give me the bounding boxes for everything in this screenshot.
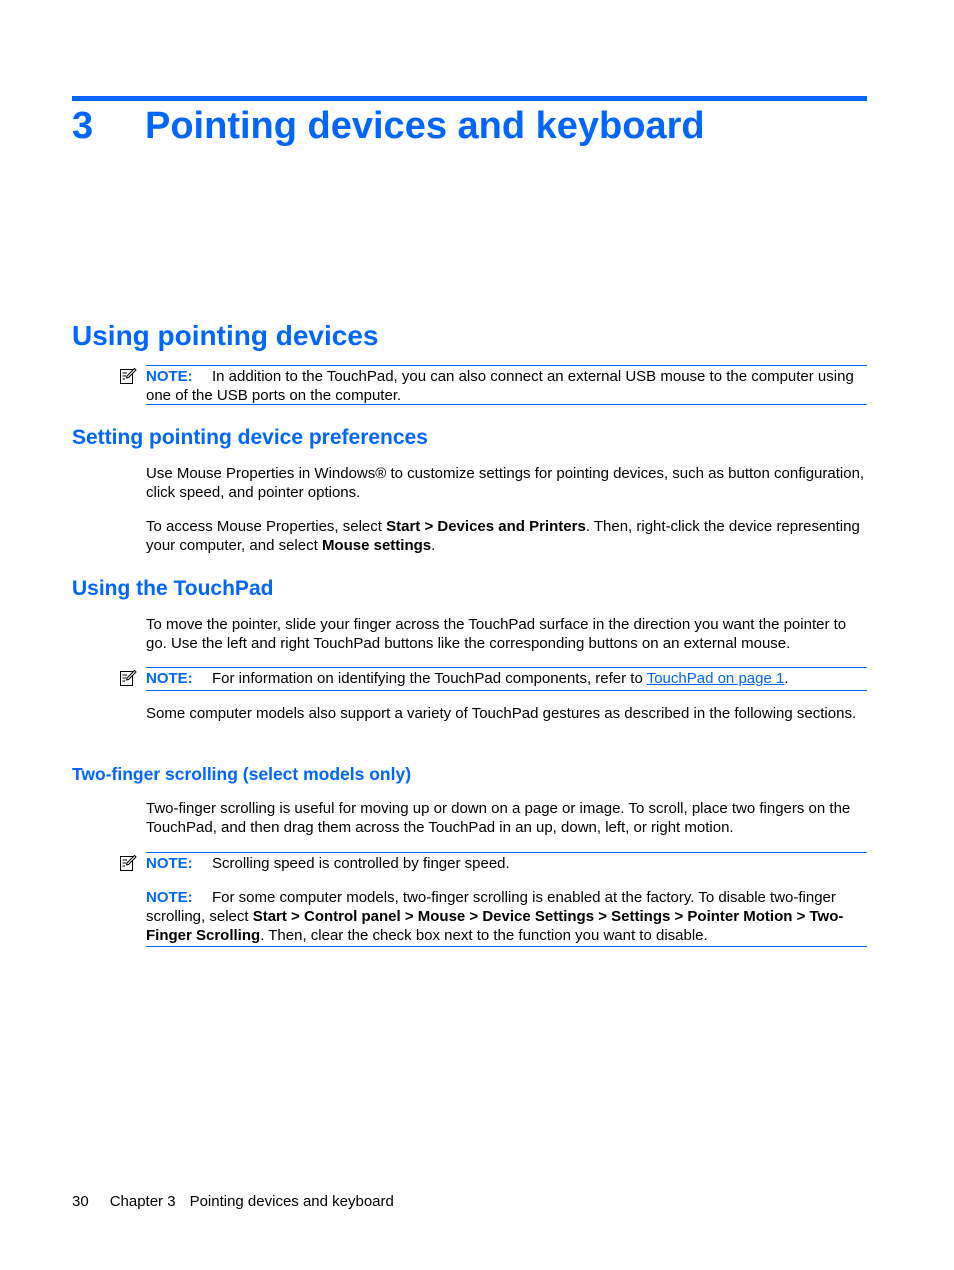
note-pencil-icon: [119, 669, 137, 687]
subsection-heading-preferences: Setting pointing device preferences: [72, 426, 428, 449]
note-text-end: .: [784, 670, 789, 687]
menu-path: Start > Devices and Printers: [386, 518, 586, 535]
section-heading: Using pointing devices: [72, 320, 379, 351]
text-run: .: [431, 537, 436, 555]
text-run: . Then, right-click the device representing your computer, and select: [146, 518, 860, 555]
note-content: [146, 854, 867, 873]
note-label: NOTE:: [146, 855, 193, 872]
note-label: NOTE:: [146, 670, 193, 687]
note-pencil-icon: [119, 854, 137, 872]
note-label: NOTE:: [146, 889, 193, 906]
preferences-paragraph-1: Use Mouse Properties in Windows® to customize settings for pointing devices, such as button configuration, click speed, and pointer options.: [146, 465, 865, 502]
subsection-heading-touchpad: Using the TouchPad: [72, 577, 274, 600]
note-disable-scrolling: [146, 888, 867, 947]
footer-chapter-title: Pointing devices and keyboard: [189, 1193, 394, 1210]
chapter-number: 3: [72, 105, 94, 147]
page-footer: [72, 1192, 394, 1211]
note-content: [146, 367, 867, 405]
scrolling-paragraph-1: Two-finger scrolling is useful for moving up or down on a page or image. To scroll, place two fingers on the TouchPad, and then drag them across the TouchPad in an up, down, left, or right motion.: [146, 800, 851, 837]
note-text: For some computer models, two-finger scrolling is enabled at the factory. To disable two-finger scrolling, select: [146, 889, 836, 926]
note-text: . Then, clear the check box next to the function you want to disable.: [260, 927, 708, 945]
note-text: Scrolling speed is controlled by finger speed.: [212, 855, 510, 872]
note-text: In addition to the TouchPad, you can also connect an external USB mouse to the computer using one of the USB ports on the computer.: [146, 368, 854, 405]
note-touchpad-components: [146, 667, 867, 691]
footer-chapter-label: Chapter 3: [109, 1193, 176, 1210]
subsubsection-heading-scrolling: Two-finger scrolling (select models only): [72, 764, 412, 784]
page-number: 30: [72, 1193, 89, 1210]
text-run: To access Mouse Properties, select: [146, 518, 387, 535]
touchpad-paragraph-1: To move the pointer, slide your finger across the TouchPad surface in the direction you want the pointer to go. Use the left and right TouchPad buttons like the corresponding buttons on an external mouse.: [146, 616, 847, 653]
menu-path: Start > Control panel > Mouse > Device Settings > Settings > Pointer Motion > Two-Finger Scrolling: [146, 908, 844, 945]
note-pencil-icon: [119, 367, 137, 385]
chapter-heading: [72, 100, 705, 152]
note-scrolling-speed: [146, 852, 867, 878]
touchpad-page-link[interactable]: TouchPad on page 1: [646, 670, 785, 687]
note-text: For information on identifying the TouchPad components, refer to: [212, 670, 647, 687]
note-content: [146, 669, 867, 688]
preferences-paragraph-2: [146, 517, 868, 555]
menu-option: Mouse settings: [321, 537, 432, 555]
note-label: NOTE:: [146, 368, 193, 385]
chapter-title: Pointing devices and keyboard: [145, 105, 705, 147]
note-usb-mouse: [146, 365, 867, 405]
touchpad-paragraph-2: Some computer models also support a variety of TouchPad gestures as described in the following sections.: [146, 705, 857, 722]
note-content: [146, 888, 867, 946]
